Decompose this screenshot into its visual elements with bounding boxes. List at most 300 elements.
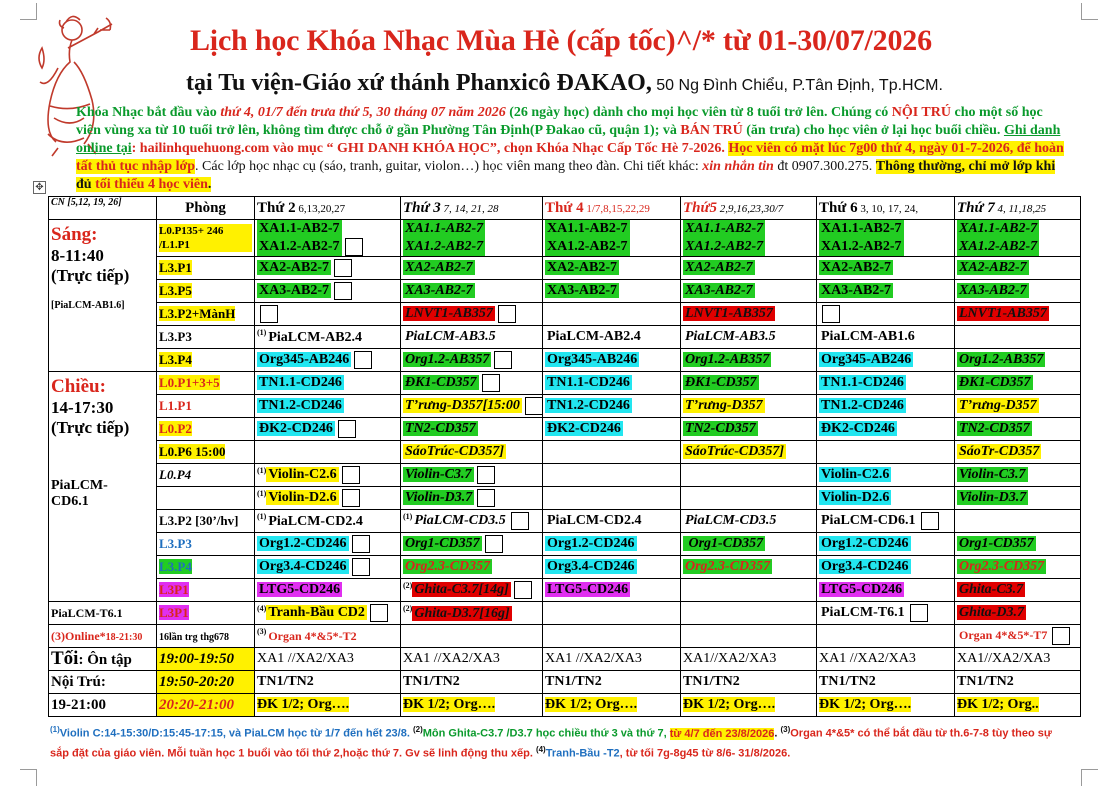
schedule-cell: [681, 257, 817, 280]
text-run: : hailinhquehuong.com vào mục “ GHI DANH KHÓA HỌC”, chọn Khóa Nhạc Cấp Tốc Hè 7-2026.: [131, 141, 729, 156]
schedule-cell: [681, 372, 817, 395]
schedule-cell: [955, 257, 1081, 280]
schedule-cell: [681, 625, 817, 648]
schedule-cell: [255, 487, 401, 510]
evening-subtitle: Nội Trú:: [51, 673, 106, 690]
schedule-cell: [401, 464, 543, 487]
schedule-cell: [401, 648, 543, 671]
class-label[interactable]: TN1/TN2: [957, 674, 1014, 689]
class-label[interactable]: Org1.2-AB357: [685, 352, 770, 367]
class-label[interactable]: XA1.1-AB2-7 XA1.2-AB2-7: [821, 221, 902, 254]
session-label: [49, 372, 157, 602]
class-label[interactable]: Org345-AB246: [821, 352, 912, 367]
checkbox[interactable]: [910, 604, 928, 622]
class-label[interactable]: TN1/TN2: [545, 674, 602, 689]
checkbox[interactable]: [1052, 627, 1070, 645]
schedule-cell: [817, 441, 955, 464]
time-label: 20:20-21:00: [159, 696, 234, 713]
room-label: L3.P1: [159, 260, 192, 275]
evening-label: [49, 694, 157, 717]
schedule-cell: [955, 349, 1081, 372]
checkbox[interactable]: [370, 604, 388, 622]
day-header: Thứ5 2,9,16,23,30/7: [681, 197, 817, 220]
schedule-cell: [681, 395, 817, 418]
class-label[interactable]: TN1/TN2: [819, 674, 876, 689]
class-label[interactable]: PiaLCM-CD3.5: [685, 513, 777, 528]
evening-time-slot: [157, 671, 255, 694]
schedule-cell: [401, 395, 543, 418]
checkbox[interactable]: [494, 351, 512, 369]
schedule-cell: [681, 671, 817, 694]
class-label[interactable]: XA1//XA2/XA3: [683, 651, 777, 666]
class-label[interactable]: TN1.1-CD246: [547, 375, 630, 390]
day-header: Thứ 2 6,13,20,27: [255, 197, 401, 220]
class-label[interactable]: PiaLCM-AB3.5: [405, 329, 496, 344]
schedule-cell: [255, 625, 401, 648]
room-label: L3.P3: [159, 536, 192, 551]
pia_row-label: [49, 602, 157, 625]
class-label[interactable]: PiaLCM-CD6.1: [821, 513, 916, 529]
class-label[interactable]: XA2-AB2-7: [547, 260, 617, 275]
schedule-cell: [817, 326, 955, 349]
text-run: (4): [535, 744, 546, 754]
schedule-cell: [401, 349, 543, 372]
class-label[interactable]: PiaLCM-AB2.4: [547, 329, 641, 344]
class-label[interactable]: Org1-CD357: [959, 536, 1034, 551]
room-cell: [157, 280, 255, 303]
text-run: từ 4/7 đến 23/8/2026: [669, 727, 775, 740]
class-label[interactable]: XA1 //XA2/XA3: [403, 651, 500, 666]
class-label[interactable]: LTG5-CD246: [547, 582, 629, 597]
text-run: Thông thường, chỉ mở lớp khi đủ: [76, 159, 1056, 192]
room-cell: [157, 372, 255, 395]
class-label[interactable]: Org1.2-AB357: [405, 352, 490, 368]
room-cell: [157, 602, 255, 625]
table-row: [49, 556, 1081, 579]
room-label: L1.P1: [159, 398, 192, 413]
schedule-cell: [255, 694, 401, 717]
class-label[interactable]: Ghita-D3.7: [959, 605, 1024, 620]
class-label[interactable]: XA2-AB2-7: [959, 260, 1027, 275]
schedule-cell: [255, 556, 401, 579]
schedule-cell: [817, 602, 955, 625]
footnote-ref: (1): [403, 511, 413, 521]
schedule-cell: [817, 671, 955, 694]
session-label: [49, 220, 157, 372]
class-label[interactable]: Violin-D2.6: [821, 490, 890, 505]
time-label: 19:50-20:20: [159, 673, 234, 690]
room-cell: [157, 220, 255, 257]
class-label[interactable]: Org2.3-CD357: [405, 559, 491, 574]
checkbox[interactable]: [511, 512, 529, 530]
schedule-cell: [681, 464, 817, 487]
schedule-cell: [681, 556, 817, 579]
footnote-ref: (1): [257, 328, 267, 338]
table-row: [49, 395, 1081, 418]
schedule-cell: [681, 487, 817, 510]
schedule-cell: [543, 648, 681, 671]
class-label[interactable]: XA1 //XA2/XA3: [257, 651, 354, 666]
schedule-cell: [681, 280, 817, 303]
room-label: L0.P135+ 246 /L1.P1: [159, 224, 252, 252]
schedule-cell: [543, 625, 681, 648]
class-label[interactable]: ĐK1-CD357: [405, 375, 477, 391]
checkbox[interactable]: [482, 374, 500, 392]
class-label[interactable]: Tranh-Bầu CD2: [268, 605, 365, 621]
schedule-cell: [817, 694, 955, 717]
class-label[interactable]: PiaLCM-AB1.6: [821, 329, 915, 344]
class-label[interactable]: Violin-C2.6: [268, 467, 337, 483]
evening-time-slot: [157, 694, 255, 717]
class-label[interactable]: Org345-AB246: [259, 352, 350, 368]
class-label[interactable]: PiaLCM-CD3.5: [414, 513, 506, 529]
class-label[interactable]: ĐK 1/2; Org….: [257, 697, 350, 712]
text-run: Tranh-Bầu -T2: [545, 747, 620, 760]
class-label[interactable]: ĐK 1/2; Org….: [403, 697, 496, 712]
schedule-cell: [543, 533, 681, 556]
session-note: [PiaLCM-AB1.6]: [51, 300, 125, 311]
schedule-cell: [955, 441, 1081, 464]
schedule-cell: [681, 579, 817, 602]
class-label[interactable]: Org1.2-CD246: [259, 536, 347, 552]
class-label[interactable]: Organ 4*&5*-T2: [268, 628, 357, 643]
checkbox[interactable]: [477, 466, 495, 484]
online_row-label-text: (3)Online*: [51, 628, 106, 643]
schedule-cell: [955, 648, 1081, 671]
class-label[interactable]: ĐK1-CD357: [685, 375, 757, 390]
schedule-cell: [401, 671, 543, 694]
schedule-cell: [681, 694, 817, 717]
table-row: [49, 602, 1081, 625]
room-cell: [157, 395, 255, 418]
online_row-time: 18-21:30: [105, 631, 143, 643]
schedule-cell: [543, 441, 681, 464]
checkbox[interactable]: [338, 420, 356, 438]
class-label[interactable]: T’rưng-D357[15:00: [405, 398, 520, 414]
schedule-cell: [817, 257, 955, 280]
class-label[interactable]: XA3-AB2-7: [959, 283, 1027, 298]
class-label[interactable]: T’rưng-D357: [685, 398, 763, 413]
table-row: [49, 257, 1081, 280]
class-label[interactable]: TN1.1-CD246: [259, 375, 342, 390]
checkbox[interactable]: [525, 397, 543, 415]
class-label[interactable]: XA1.1-AB2-7 XA1.2-AB2-7: [685, 221, 764, 254]
class-label[interactable]: LNVT1-AB357: [405, 306, 493, 322]
class-label[interactable]: TN1/TN2: [683, 674, 740, 689]
evening-subtitle: : Ôn tập: [78, 652, 132, 668]
room-label: L3P1: [159, 582, 189, 597]
schedule-cell: [255, 579, 401, 602]
class-label[interactable]: XA2-AB2-7: [405, 260, 473, 275]
text-run: Violin C:14-15:30/D:15:45-17:15, và: [59, 727, 245, 740]
class-label[interactable]: ĐK1-CD357: [959, 375, 1031, 390]
schedule-cell: [401, 579, 543, 602]
evening-label: [49, 671, 157, 694]
class-label[interactable]: XA1.1-AB2-7 XA1.2-AB2-7: [405, 221, 484, 254]
room-cell: [157, 257, 255, 280]
schedule-cell: [543, 556, 681, 579]
schedule-cell: [955, 303, 1081, 326]
footnote-ref: (1): [257, 488, 267, 498]
schedule-cell: [255, 510, 401, 533]
room-header: Phòng: [157, 197, 255, 220]
footnote-ref: (2): [403, 580, 413, 590]
checkbox[interactable]: [477, 489, 495, 507]
table-row: [49, 418, 1081, 441]
class-label[interactable]: Org1.2-AB357: [959, 352, 1044, 367]
page-corner-mark: [1081, 3, 1098, 20]
class-label[interactable]: Organ 4*&5*-T7: [959, 628, 1048, 643]
class-label[interactable]: XA2-AB2-7: [259, 260, 329, 276]
class-label[interactable]: XA1//XA2/XA3: [957, 651, 1051, 666]
class-label[interactable]: Violin-D3.7: [959, 490, 1027, 505]
class-label[interactable]: PiaLCM-AB3.5: [685, 329, 776, 344]
intro-paragraph: [76, 104, 1066, 194]
class-label[interactable]: XA1.1-AB2-7 XA1.2-AB2-7: [259, 221, 340, 254]
table-row: [49, 372, 1081, 395]
class-label[interactable]: TN1/TN2: [403, 674, 460, 689]
session-note: PiaLCM-CD6.1: [51, 478, 108, 509]
sunday-dates: CN [5,12, 19, 26]: [49, 197, 157, 220]
checkbox[interactable]: [485, 535, 503, 553]
class-label[interactable]: SáoTr-CD357: [959, 444, 1040, 459]
checkbox[interactable]: [822, 305, 840, 323]
class-label[interactable]: XA1 //XA2/XA3: [545, 651, 642, 666]
schedule-cell: [543, 510, 681, 533]
class-label[interactable]: Org1-CD357: [405, 536, 480, 552]
schedule-cell: [681, 303, 817, 326]
venue-name: tại Tu viện-Giáo xứ thánh Phanxicô ĐAKAO,: [186, 70, 652, 96]
text-run: Khóa Nhạc bắt đầu vào: [76, 105, 221, 120]
session-mode: (Trực tiếp): [51, 266, 130, 285]
checkbox[interactable]: [342, 489, 360, 507]
footnote-ref: (1): [257, 465, 267, 475]
checkbox[interactable]: [342, 466, 360, 484]
schedule-cell: [401, 694, 543, 717]
class-label[interactable]: ĐK 1/2; Org….: [545, 697, 638, 712]
schedule-cell: [817, 464, 955, 487]
schedule-cell: [955, 418, 1081, 441]
class-label[interactable]: PiaLCM-CD2.4: [547, 513, 642, 528]
class-label[interactable]: Violin-D2.6: [268, 490, 337, 506]
class-label[interactable]: ĐK2-CD246: [259, 421, 333, 437]
room-label: L0.P4: [159, 467, 192, 482]
table-row: [49, 326, 1081, 349]
class-label[interactable]: Org1-CD357: [685, 536, 764, 551]
text-run: Organ 4*&5* có thể bắt đầu từ th.6-7-8 tùy theo sự sắp đặt của giáo viên. Mỗi tuần học 1 buổi vào tối thứ 2,hoặc thứ 7. Gv sẽ linh động thu xếp.: [50, 727, 1052, 760]
checkbox[interactable]: [921, 512, 939, 530]
table-row: [49, 625, 1081, 648]
class-label[interactable]: TN2-CD357: [405, 421, 476, 436]
schedule-cell: [255, 418, 401, 441]
schedule-cell: [543, 280, 681, 303]
schedule-cell: [401, 602, 543, 625]
table-row: [49, 579, 1081, 602]
footnote: [50, 722, 1070, 761]
schedule-cell: [681, 648, 817, 671]
room-label: L3.P4: [159, 559, 192, 574]
schedule-cell: [817, 648, 955, 671]
room-cell: [157, 510, 255, 533]
evening-row: [49, 671, 1081, 694]
schedule-cell: [255, 280, 401, 303]
schedule-cell: [817, 349, 955, 372]
class-label[interactable]: Org1.2-CD246: [821, 536, 909, 551]
class-label[interactable]: Ghita-C3.7: [959, 582, 1024, 597]
class-label[interactable]: Violin-D3.7: [405, 490, 473, 506]
class-label[interactable]: XA3-AB2-7: [547, 283, 617, 298]
checkbox[interactable]: [334, 259, 352, 277]
schedule-cell: [955, 395, 1081, 418]
text-run: , từ tối 7g-8g45 từ 8/6- 31/8/2026.: [619, 747, 791, 760]
class-label[interactable]: XA2-AB2-7: [821, 260, 891, 275]
checkbox[interactable]: [352, 558, 370, 576]
checkbox[interactable]: [334, 282, 352, 300]
class-label[interactable]: Violin-C2.6: [821, 467, 890, 482]
class-label[interactable]: Org345-AB246: [547, 352, 638, 367]
class-label[interactable]: XA3-AB2-7: [405, 283, 473, 298]
text-run: . Các lớp học nhạc cụ (sáo, tranh, guitar, violon…) học viên mang theo đàn. Chi tiết khác:: [195, 159, 703, 174]
class-label[interactable]: Org2.3-CD357: [685, 559, 771, 574]
schedule-cell: [255, 464, 401, 487]
schedule-cell: [817, 510, 955, 533]
class-label[interactable]: ĐK 1/2; Org….: [683, 697, 776, 712]
page-title: Lịch học Khóa Nhạc Mùa Hè (cấp tốc)^/* từ 01-30/07/2026: [190, 24, 932, 57]
table-move-handle-icon[interactable]: ✥: [33, 181, 46, 194]
class-label[interactable]: ĐK2-CD246: [547, 421, 621, 436]
schedule-cell: [955, 487, 1081, 510]
class-label[interactable]: Org3.4-CD246: [547, 559, 635, 574]
class-label[interactable]: Ghita-C3.7[14g]: [414, 582, 509, 598]
schedule-cell: [255, 533, 401, 556]
checkbox[interactable]: [345, 238, 363, 256]
schedule-cell: [681, 220, 817, 257]
class-label[interactable]: XA1.1-AB2-7 XA1.2-AB2-7: [959, 221, 1038, 254]
class-label[interactable]: ĐK2-CD246: [821, 421, 895, 436]
class-label[interactable]: XA1 //XA2/XA3: [819, 651, 916, 666]
schedule-cell: [543, 303, 681, 326]
class-label[interactable]: TN2-CD357: [959, 421, 1030, 436]
evening-row: [49, 648, 1081, 671]
schedule-cell: [955, 280, 1081, 303]
footnote-ref: (1): [257, 512, 267, 522]
schedule-cell: [955, 694, 1081, 717]
checkbox[interactable]: [354, 351, 372, 369]
day-header: Thứ 4 1/7,8,15,22,29: [543, 197, 681, 220]
room-label: L0.P1+3+5: [159, 375, 220, 390]
class-label[interactable]: Ghita-D3.7[16g]: [414, 605, 510, 621]
schedule-cell: [955, 326, 1081, 349]
schedule-cell: [817, 303, 955, 326]
class-label[interactable]: SáoTrúc-CD357]: [685, 444, 785, 459]
class-label[interactable]: LTG5-CD246: [259, 582, 341, 597]
checkbox[interactable]: [514, 581, 532, 599]
class-label[interactable]: TN1.2-CD246: [547, 398, 630, 413]
text-run: đt 0907.300.275.: [773, 159, 876, 174]
class-label[interactable]: PiaLCM-CD2.4: [268, 513, 363, 529]
class-label[interactable]: PiaLCM-AB2.4: [268, 329, 363, 345]
schedule-cell: [681, 602, 817, 625]
class-label[interactable]: SáoTrúc-CD357]: [405, 444, 505, 459]
class-label[interactable]: ĐK 1/2; Org..: [957, 697, 1039, 712]
class-label[interactable]: LNVT1-AB357: [685, 306, 773, 321]
class-label[interactable]: TN1.2-CD246: [259, 398, 342, 413]
room-cell: [157, 326, 255, 349]
online_row-label: [49, 625, 157, 648]
class-label[interactable]: Violin-C3.7: [405, 467, 472, 483]
schedule-cell: [401, 220, 543, 257]
class-label[interactable]: Org3.4-CD246: [821, 559, 909, 574]
class-label[interactable]: Org2.3-CD357: [959, 559, 1045, 574]
class-label[interactable]: TN1.1-CD246: [821, 375, 904, 390]
class-label[interactable]: PiaLCM-T6.1: [821, 605, 905, 621]
class-label[interactable]: Org3.4-CD246: [259, 559, 347, 575]
schedule-cell: [955, 464, 1081, 487]
text-run: thứ 4, 01/7 đến trưa thứ 5, 30 tháng 07 năm 2026: [220, 105, 506, 120]
class-label[interactable]: XA3-AB2-7: [685, 283, 753, 298]
schedule-cell: [401, 303, 543, 326]
class-label[interactable]: XA3-AB2-7: [259, 283, 329, 299]
schedule-cell: [543, 602, 681, 625]
class-label[interactable]: TN2-CD357: [685, 421, 756, 436]
class-label[interactable]: LNVT1-AB357: [959, 306, 1047, 321]
day-header: Thứ 7 4, 11,18,25: [955, 197, 1081, 220]
schedule-cell: [255, 326, 401, 349]
schedule-cell: [543, 671, 681, 694]
schedule-cell: [401, 280, 543, 303]
table-row: [49, 441, 1081, 464]
class-label[interactable]: Violin-C3.7: [959, 467, 1026, 482]
table-row: [49, 220, 1081, 257]
text-run: xin nhắn tin: [702, 159, 774, 174]
room-label: L0.P6 15:00: [159, 444, 226, 459]
class-label[interactable]: XA1.1-AB2-7 XA1.2-AB2-7: [547, 221, 628, 254]
schedule-cell: [543, 326, 681, 349]
schedule-table: [48, 196, 1081, 717]
class-label[interactable]: XA3-AB2-7: [821, 283, 891, 298]
room-cell: [157, 464, 255, 487]
text-run: (26 ngày học) dành cho mọi học viên từ 8 tuổi trở lên. Chúng có: [505, 105, 892, 120]
session-title: Chiều:: [51, 376, 106, 397]
class-label[interactable]: TN1.2-CD246: [821, 398, 904, 413]
checkbox[interactable]: [352, 535, 370, 553]
schedule-cell: [543, 372, 681, 395]
checkbox[interactable]: [498, 305, 516, 323]
table-row: [49, 510, 1081, 533]
schedule-cell: [817, 556, 955, 579]
schedule-cell: [543, 257, 681, 280]
class-label[interactable]: ĐK 1/2; Org….: [819, 697, 912, 712]
class-label[interactable]: Org1.2-CD246: [547, 536, 635, 551]
schedule-cell: [817, 579, 955, 602]
schedule-cell: [543, 487, 681, 510]
schedule-cell: [401, 326, 543, 349]
evening-row: [49, 694, 1081, 717]
class-label[interactable]: XA2-AB2-7: [685, 260, 753, 275]
schedule-cell: [817, 395, 955, 418]
class-label[interactable]: TN1/TN2: [257, 674, 314, 689]
class-label[interactable]: LTG5-CD246: [821, 582, 903, 597]
text-run: (ăn trưa) cho học viên ở lại học buổi chiều.: [742, 123, 1004, 138]
schedule-cell: [401, 418, 543, 441]
time-label: 19:00-19:50: [159, 650, 234, 667]
schedule-cell: [955, 220, 1081, 257]
schedule-cell: [255, 602, 401, 625]
schedule-cell: [255, 257, 401, 280]
schedule-cell: [255, 349, 401, 372]
checkbox[interactable]: [260, 305, 278, 323]
class-label[interactable]: T’rưng-D357: [959, 398, 1037, 413]
